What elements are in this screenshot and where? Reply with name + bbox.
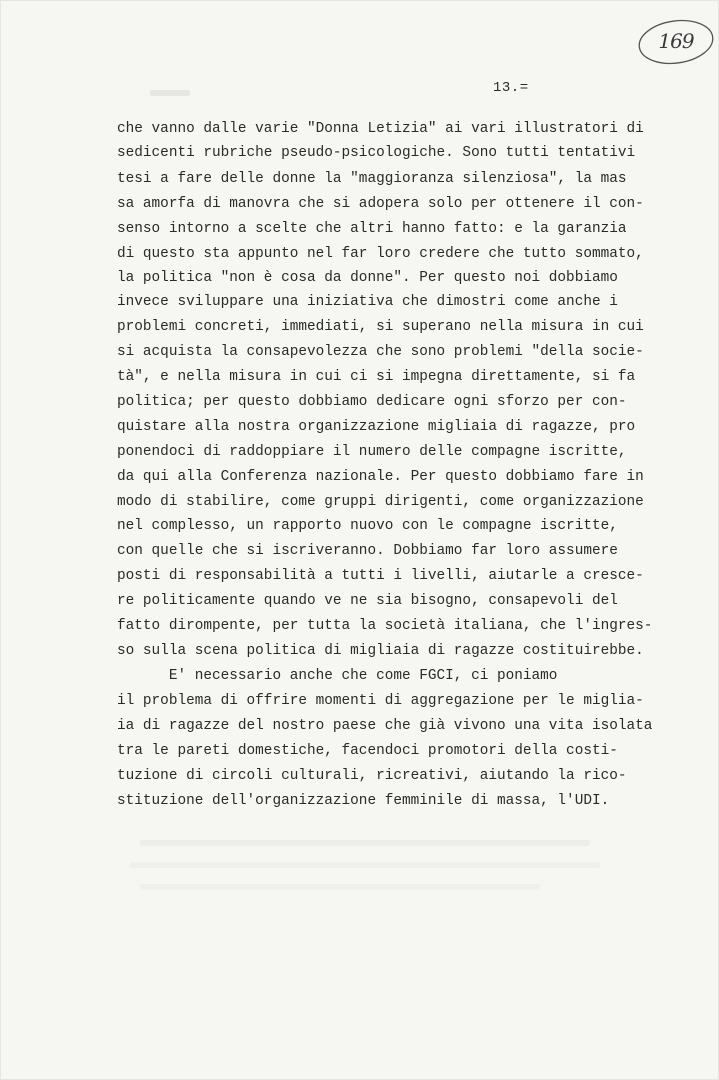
text-line: nel complesso, un rapporto nuovo con le compagne iscritte, xyxy=(117,518,618,534)
text-line: che vanno dalle varie "Donna Letizia" ai vari illustratori di xyxy=(117,121,644,137)
text-line: si acquista la consapevolezza che sono problemi "della socie- xyxy=(117,344,644,360)
paper-smudge xyxy=(140,840,590,846)
handwritten-page-annotation xyxy=(636,16,716,66)
text-line: re politicamente quando ve ne sia bisogno, consapevoli del xyxy=(117,593,618,609)
text-line: sedicenti rubriche pseudo-psicologiche. Sono tutti tentativi xyxy=(117,145,636,161)
text-line: stituzione dell'organizzazione femminile di massa, l'UDI. xyxy=(117,793,610,809)
text-line: il problema di offrire momenti di aggregazione per le miglia- xyxy=(117,693,644,709)
text-line: problemi concreti, immediati, si superano nella misura in cui xyxy=(117,319,644,335)
text-line: tesi a fare delle donne la "maggioranza silenziosa", la mas xyxy=(117,171,627,187)
text-line: di questo sta appunto nel far loro credere che tutto sommato, xyxy=(117,246,644,262)
text-line: tra le pareti domestiche, facendoci promotori della costi- xyxy=(117,743,618,759)
text-line: quistare alla nostra organizzazione migliaia di ragazze, pro xyxy=(117,419,636,435)
text-line: politica; per questo dobbiamo dedicare ogni sforzo per con- xyxy=(117,394,627,410)
annotation-text: 169 xyxy=(658,29,694,53)
text-line: fatto dirompente, per tutta la società italiana, che l'ingres- xyxy=(117,618,653,634)
paper-smudge xyxy=(130,862,600,868)
text-line: invece sviluppare una iniziativa che dimostri come anche i xyxy=(117,294,618,310)
paper-smudge xyxy=(150,90,190,96)
text-line: da qui alla Conferenza nazionale. Per questo dobbiamo fare in xyxy=(117,469,644,485)
text-line: E' necessario anche che come FGCI, ci poniamo xyxy=(117,668,558,684)
text-line: sa amorfa di manovra che si adopera solo per ottenere il con- xyxy=(117,196,644,212)
text-line: ponendoci di raddoppiare il numero delle compagne iscritte, xyxy=(117,444,627,460)
text-line: so sulla scena politica di migliaia di ragazze costituirebbe. xyxy=(117,643,644,659)
text-line: tà", e nella misura in cui ci si impegna direttamente, si fa xyxy=(117,369,636,385)
text-line: ia di ragazze del nostro paese che già vivono una vita isolata xyxy=(117,718,653,734)
text-line: posti di responsabilità a tutti i livelli, aiutarle a cresce- xyxy=(117,568,644,584)
text-line: la politica "non è cosa da donne". Per questo noi dobbiamo xyxy=(117,270,618,286)
paper-smudge xyxy=(140,884,540,890)
text-line: senso intorno a scelte che altri hanno fatto: e la garanzia xyxy=(117,221,627,237)
text-line: tuzione di circoli culturali, ricreativi, aiutando la rico- xyxy=(117,768,627,784)
text-line: con quelle che si iscriveranno. Dobbiamo far loro assumere xyxy=(117,543,618,559)
text-line: modo di stabilire, come gruppi dirigenti, come organizzazione xyxy=(117,494,644,510)
page-number: 13.= xyxy=(493,80,529,96)
